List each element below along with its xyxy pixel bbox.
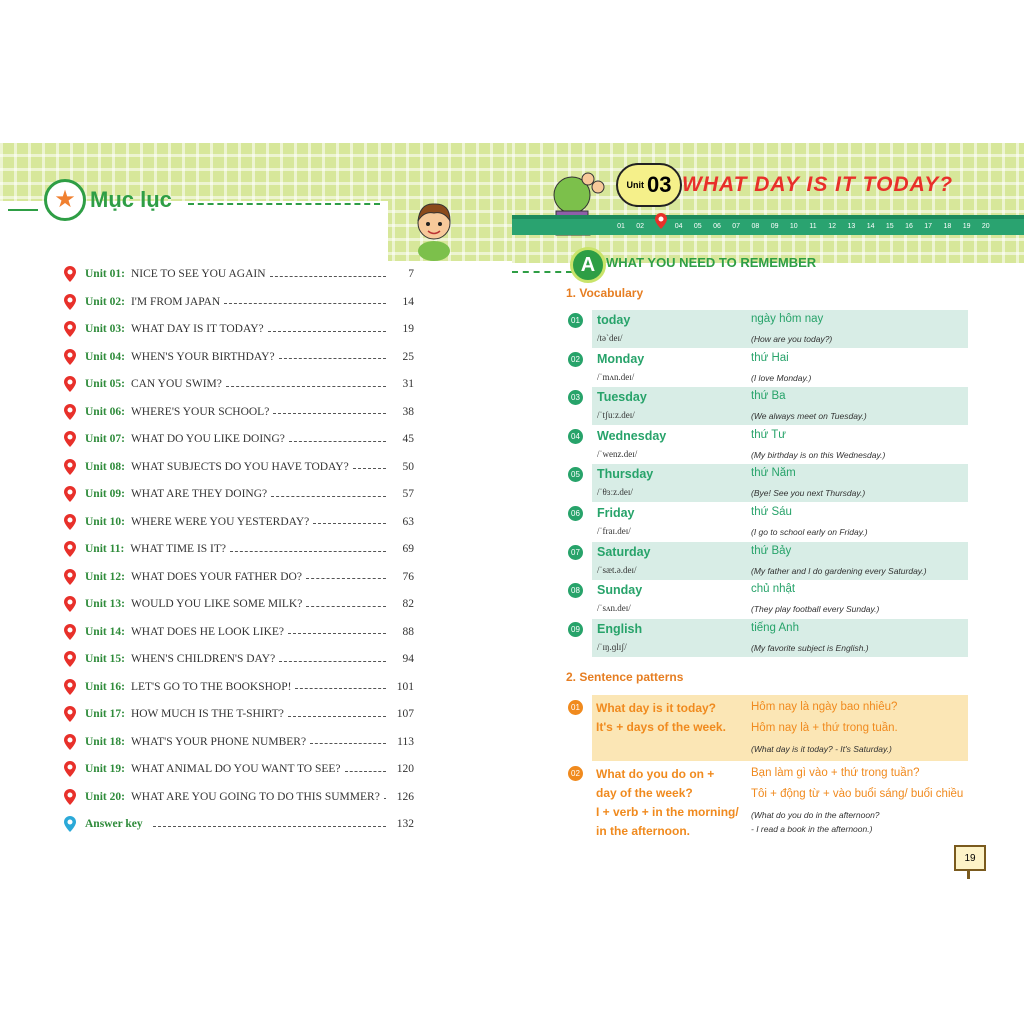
vocab-ipa: /ˈtʃuːz.deɪ/ bbox=[597, 410, 635, 421]
toc-unit-number: Unit 17: bbox=[85, 708, 125, 720]
ruler-tick: 11 bbox=[809, 223, 817, 230]
toc-unit-title: WHAT DO YOU LIKE DOING? bbox=[130, 433, 285, 445]
toc-row[interactable] bbox=[64, 428, 414, 450]
pattern-english: It's + days of the week. bbox=[596, 720, 726, 734]
vocab-number: 05 bbox=[568, 467, 583, 482]
toc-unit-number: Unit 18: bbox=[85, 735, 125, 748]
toc-page-number: 50 bbox=[402, 460, 414, 473]
toc-leader bbox=[306, 598, 386, 607]
toc-page-number: 82 bbox=[402, 598, 414, 610]
toc-page bbox=[0, 143, 512, 883]
location-pin-icon bbox=[64, 706, 76, 722]
location-pin-icon bbox=[64, 349, 76, 365]
toc-page-number: 120 bbox=[396, 763, 414, 775]
toc-unit-title: WOULD YOU LIKE SOME MILK? bbox=[130, 598, 303, 610]
toc-leader bbox=[279, 350, 386, 359]
pattern-english: What do you do on + bbox=[596, 767, 715, 781]
toc-unit-title: LET'S GO TO THE BOOKSHOP! bbox=[130, 680, 292, 693]
toc-unit-number: Unit 15: bbox=[85, 653, 125, 665]
toc-leader bbox=[270, 268, 386, 277]
pattern-example: (What day is it today? - It's Saturday.) bbox=[751, 744, 892, 754]
toc-unit-number: Unit 08: bbox=[85, 460, 125, 473]
toc-unit-title: WHAT ARE YOU GOING TO DO THIS SUMMER? bbox=[130, 790, 380, 803]
pattern-number: 01 bbox=[568, 700, 583, 715]
toc-unit-number: Unit 02: bbox=[85, 295, 125, 308]
vocab-row bbox=[568, 464, 968, 502]
vocab-meaning: thứ Bảy bbox=[751, 544, 792, 557]
toc-leader bbox=[345, 763, 387, 772]
section-title: WHAT YOU NEED TO REMEMBER bbox=[606, 255, 817, 270]
toc-leader bbox=[289, 433, 386, 442]
pattern-vietnamese: Hôm nay là + thứ trong tuần. bbox=[751, 722, 898, 734]
toc-leader bbox=[306, 570, 386, 579]
ruler-tick: 19 bbox=[962, 223, 971, 230]
vocab-word: Monday bbox=[597, 351, 645, 366]
toc-page-number: 63 bbox=[402, 515, 414, 528]
star-icon: ★ bbox=[44, 179, 86, 221]
location-pin-icon bbox=[64, 679, 76, 695]
ruler-tick: 16 bbox=[905, 223, 913, 230]
pattern-english: I + verb + in the morning/ bbox=[596, 805, 739, 819]
ruler-tick: 02 bbox=[636, 223, 645, 230]
toc-row[interactable] bbox=[64, 703, 414, 725]
location-pin-icon bbox=[64, 541, 76, 557]
vocab-number: 06 bbox=[568, 506, 583, 521]
toc-page-number: 25 bbox=[402, 350, 414, 363]
vocab-example: (We always meet on Tuesday.) bbox=[751, 411, 867, 422]
location-pin-icon bbox=[64, 816, 76, 832]
vocab-meaning: thứ Tư bbox=[751, 428, 786, 441]
vocab-row bbox=[568, 580, 968, 618]
toc-leader bbox=[273, 405, 386, 414]
toc-unit-number: Unit 06: bbox=[85, 405, 125, 418]
toc-unit-title: WHAT DOES YOUR FATHER DO? bbox=[130, 570, 302, 583]
vocab-ipa: /ˈsʌn.deɪ/ bbox=[597, 603, 631, 614]
location-pin-icon bbox=[64, 294, 76, 310]
toc-row[interactable] bbox=[64, 263, 414, 285]
toc-leader bbox=[288, 708, 386, 717]
pattern-vietnamese: Hôm nay là ngày bao nhiêu? bbox=[751, 701, 898, 713]
vocab-example: (I love Monday.) bbox=[751, 372, 812, 383]
vocab-word: Saturday bbox=[597, 544, 651, 559]
toc-page-number: 107 bbox=[396, 708, 414, 720]
vocab-number: 09 bbox=[568, 622, 583, 637]
toc-page-number: 76 bbox=[402, 570, 414, 583]
toc-leader bbox=[310, 735, 386, 744]
vocab-meaning: chủ nhật bbox=[751, 583, 796, 596]
toc-unit-title: WHEN'S YOUR BIRTHDAY? bbox=[130, 350, 275, 363]
toc-page-number: 94 bbox=[402, 653, 414, 665]
toc-page-number: 31 bbox=[402, 378, 414, 390]
toc-row[interactable] bbox=[64, 593, 414, 615]
toc-unit-number: Unit 05: bbox=[85, 378, 125, 390]
vocab-ipa: /ˈθɜːz.deɪ/ bbox=[597, 487, 633, 498]
toc-page-number: 88 bbox=[402, 625, 414, 638]
location-pin-icon bbox=[64, 569, 76, 585]
toc-page-number: 126 bbox=[396, 790, 414, 803]
vocab-number: 07 bbox=[568, 545, 583, 560]
ruler-tick: 15 bbox=[885, 223, 894, 230]
pattern-vietnamese: Bạn làm gì vào + thứ trong tuần? bbox=[751, 767, 920, 779]
vocab-example: (They play football every Sunday.) bbox=[751, 604, 880, 615]
unit-label: Unit bbox=[626, 180, 644, 190]
toc-page-number: 57 bbox=[402, 488, 414, 500]
vocab-example: (My birthday is on this Wednesday.) bbox=[751, 449, 886, 460]
pattern-english: day of the week? bbox=[596, 786, 693, 800]
toc-unit-title: WHAT TIME IS IT? bbox=[130, 543, 227, 555]
toc-leader bbox=[153, 818, 386, 827]
vocab-meaning: thứ Sáu bbox=[751, 506, 792, 518]
pattern-number: 02 bbox=[568, 766, 583, 781]
location-pin-icon bbox=[64, 486, 76, 502]
location-pin-icon bbox=[64, 376, 76, 392]
vocab-number: 04 bbox=[568, 429, 583, 444]
vocab-number: 01 bbox=[568, 313, 583, 328]
vocab-number: 02 bbox=[568, 352, 583, 367]
toc-unit-title: WHAT DOES HE LOOK LIKE? bbox=[130, 625, 285, 638]
ruler-tick: 06 bbox=[713, 223, 721, 230]
location-pin-icon bbox=[64, 321, 76, 337]
ruler-tick: 13 bbox=[847, 223, 856, 230]
toc-leader bbox=[295, 680, 386, 689]
ruler-tick: 14 bbox=[866, 223, 875, 230]
patterns-heading: 2. Sentence patterns bbox=[566, 670, 684, 684]
ruler-tick: 01 bbox=[617, 223, 625, 230]
toc-page-number: 132 bbox=[396, 818, 414, 830]
toc-row[interactable] bbox=[64, 676, 414, 698]
pattern-vietnamese: Tôi + động từ + vào buổi sáng/ buổi chiều bbox=[751, 788, 964, 800]
location-pin-icon bbox=[64, 431, 76, 447]
location-pin-icon bbox=[64, 596, 76, 612]
toc-row[interactable] bbox=[64, 318, 414, 340]
location-pin-icon bbox=[64, 459, 76, 475]
toc-row[interactable] bbox=[64, 758, 414, 780]
toc-title: Mục lục bbox=[90, 187, 172, 212]
vocab-word: Tuesday bbox=[597, 390, 647, 405]
vocab-row bbox=[568, 310, 968, 348]
toc-page-number: 101 bbox=[396, 680, 414, 693]
toc-row[interactable] bbox=[64, 731, 414, 753]
toc-row[interactable] bbox=[64, 648, 414, 670]
toc-unit-title: CAN YOU SWIM? bbox=[130, 378, 222, 390]
vocab-ipa: /ˈwenz.deɪ/ bbox=[597, 448, 638, 459]
toc-leader bbox=[353, 460, 386, 469]
toc-unit-title: HOW MUCH IS THE T-SHIRT? bbox=[130, 708, 284, 720]
ruler-tick: 05 bbox=[693, 223, 702, 230]
toc-leader bbox=[288, 625, 386, 634]
vocab-ipa: /ˈfraɪ.deɪ/ bbox=[597, 526, 631, 536]
toc-unit-number: Unit 20: bbox=[85, 790, 125, 803]
toc-unit-title: NICE TO SEE YOU AGAIN bbox=[130, 268, 266, 280]
toc-unit-number: Unit 12: bbox=[85, 570, 125, 583]
toc-unit-title: WHAT ARE THEY DOING? bbox=[130, 488, 268, 500]
toc-row[interactable] bbox=[64, 483, 414, 505]
toc-unit-number: Unit 10: bbox=[85, 515, 125, 528]
toc-leader bbox=[226, 378, 386, 387]
vocab-example: (My favorite subject is English.) bbox=[751, 642, 869, 653]
toc-row[interactable] bbox=[64, 346, 414, 368]
vocab-meaning: thứ Năm bbox=[751, 467, 796, 480]
toc-row[interactable] bbox=[64, 373, 414, 395]
vocab-ipa: /ˈsæt.ə.deɪ/ bbox=[597, 564, 637, 575]
vocab-word: today bbox=[597, 313, 631, 327]
ruler-tick: 07 bbox=[732, 223, 741, 230]
toc-row[interactable] bbox=[64, 511, 414, 533]
vocab-word: Thursday bbox=[597, 467, 654, 482]
toc-page-number: 38 bbox=[402, 405, 414, 418]
location-pin-icon bbox=[64, 734, 76, 750]
toc-leader bbox=[271, 488, 386, 497]
vocab-row bbox=[568, 542, 968, 580]
toc-unit-number: Unit 13: bbox=[85, 598, 125, 610]
toc-row[interactable] bbox=[64, 621, 414, 643]
toc-unit-number: Unit 14: bbox=[85, 625, 125, 638]
vocab-ipa: /ˈɪŋ.ɡlɪʃ/ bbox=[597, 641, 627, 652]
toc-unit-title: WHAT SUBJECTS DO YOU HAVE TODAY? bbox=[130, 460, 349, 473]
pattern-english: in the afternoon. bbox=[596, 824, 690, 838]
pattern-english: What day is it today? bbox=[596, 701, 717, 715]
vocab-example: (Bye! See you next Thursday.) bbox=[751, 488, 866, 499]
toc-unit-number: Unit 04: bbox=[85, 350, 125, 363]
toc-row[interactable] bbox=[64, 538, 414, 560]
title-rule bbox=[188, 203, 380, 207]
vocab-heading: 1. Vocabulary bbox=[566, 286, 644, 300]
toc-unit-title: WHAT'S YOUR PHONE NUMBER? bbox=[130, 735, 307, 748]
toc-page-number: 69 bbox=[402, 543, 414, 555]
toc-row[interactable] bbox=[64, 786, 414, 808]
location-pin-icon bbox=[655, 213, 667, 229]
vocab-ipa: /tə`deɪ/ bbox=[597, 333, 623, 343]
vocab-meaning: thứ Hai bbox=[751, 351, 789, 364]
ruler-tick: 04 bbox=[674, 223, 683, 230]
location-pin-icon bbox=[64, 789, 76, 805]
location-pin-icon bbox=[64, 624, 76, 640]
signpost-icon bbox=[967, 869, 970, 879]
vocab-word: English bbox=[597, 621, 643, 636]
page-number: 19 bbox=[954, 845, 986, 871]
toc-unit-title: WHAT ANIMAL DO YOU WANT TO SEE? bbox=[130, 763, 341, 775]
toc-row[interactable] bbox=[64, 566, 414, 588]
vocab-word: Sunday bbox=[597, 583, 643, 598]
ruler-tick: 12 bbox=[828, 223, 837, 230]
toc-unit-number: Unit 01: bbox=[85, 268, 125, 280]
toc-unit-title: WHAT DAY IS IT TODAY? bbox=[130, 323, 264, 335]
toc-page-number: 113 bbox=[397, 735, 414, 748]
ruler-tick: 17 bbox=[924, 223, 933, 230]
ruler-tick: 08 bbox=[751, 223, 760, 230]
location-pin-icon bbox=[64, 651, 76, 667]
toc-row[interactable] bbox=[64, 291, 414, 313]
ruler-tick: 18 bbox=[943, 223, 952, 230]
section-letter: A bbox=[570, 247, 606, 283]
toc-page-number: 7 bbox=[408, 268, 414, 280]
location-pin-icon bbox=[64, 761, 76, 777]
location-pin-icon bbox=[64, 514, 76, 530]
vocab-row bbox=[568, 503, 968, 541]
unit-number: 03 bbox=[647, 172, 672, 197]
vocab-example: (How are you today?) bbox=[751, 334, 833, 344]
toc-leader bbox=[279, 653, 386, 662]
toc-page-number: 19 bbox=[402, 323, 414, 335]
vocab-meaning: thứ Ba bbox=[751, 390, 786, 403]
toc-leader bbox=[384, 790, 386, 799]
unit-page bbox=[512, 143, 1024, 883]
toc-unit-number: Unit 16: bbox=[85, 680, 125, 693]
unit-badge bbox=[616, 163, 682, 207]
location-pin-icon bbox=[64, 266, 76, 282]
vocab-example: (My father and I do gardening every Saturday.) bbox=[751, 565, 927, 576]
vocab-row bbox=[568, 387, 968, 425]
toc-leader bbox=[268, 323, 386, 332]
toc-unit-title: WHEN'S CHILDREN'S DAY? bbox=[130, 653, 276, 665]
ruler-tick: 09 bbox=[770, 223, 779, 230]
vocab-example: (I go to school early on Friday.) bbox=[751, 527, 868, 537]
toc-unit-title: WHERE WERE YOU YESTERDAY? bbox=[130, 515, 310, 528]
vocab-word: Wednesday bbox=[597, 428, 667, 443]
vocab-row bbox=[568, 619, 968, 657]
vocab-ipa: /ˈmʌn.deɪ/ bbox=[597, 371, 635, 382]
toc-unit-number: Unit 11: bbox=[85, 543, 125, 555]
toc-leader bbox=[230, 543, 386, 552]
vocab-word: Friday bbox=[597, 506, 635, 520]
toc-unit-number: Unit 03: bbox=[85, 323, 125, 335]
vocab-meaning: tiếng Anh bbox=[751, 621, 799, 634]
toc-leader bbox=[224, 295, 386, 304]
toc-unit-number: Unit 09: bbox=[85, 488, 125, 500]
toc-page-number: 14 bbox=[402, 295, 414, 308]
section-rule bbox=[512, 271, 572, 275]
toc-unit-title: WHERE'S YOUR SCHOOL? bbox=[130, 405, 270, 418]
toc-unit-number: Unit 07: bbox=[85, 433, 125, 445]
location-pin-icon bbox=[64, 404, 76, 420]
toc-row[interactable] bbox=[64, 456, 414, 478]
vocab-row bbox=[568, 349, 968, 387]
pattern-example: (What do you do in the afternoon? bbox=[751, 810, 880, 820]
pattern-example: - I read a book in the afternoon.) bbox=[751, 824, 873, 834]
toc-unit-number: Unit 19: bbox=[85, 763, 125, 775]
title-rule-left bbox=[8, 209, 38, 211]
unit-title: WHAT DAY IS IT TODAY? bbox=[682, 173, 954, 196]
ruler-tick: 10 bbox=[789, 223, 798, 230]
toc-page-number: 45 bbox=[402, 433, 414, 445]
boy-illustration-icon bbox=[410, 195, 458, 261]
toc-unit-title: I'M FROM JAPAN bbox=[130, 295, 221, 308]
vocab-meaning: ngày hôm nay bbox=[751, 313, 824, 325]
vocab-number: 08 bbox=[568, 583, 583, 598]
toc-row[interactable] bbox=[64, 813, 414, 835]
vocab-row bbox=[568, 426, 968, 464]
toc-leader bbox=[313, 515, 386, 524]
toc-unit-number: Answer key bbox=[85, 818, 143, 830]
vocab-number: 03 bbox=[568, 390, 583, 405]
ruler-tick: 20 bbox=[981, 223, 990, 230]
toc-row[interactable] bbox=[64, 401, 414, 423]
